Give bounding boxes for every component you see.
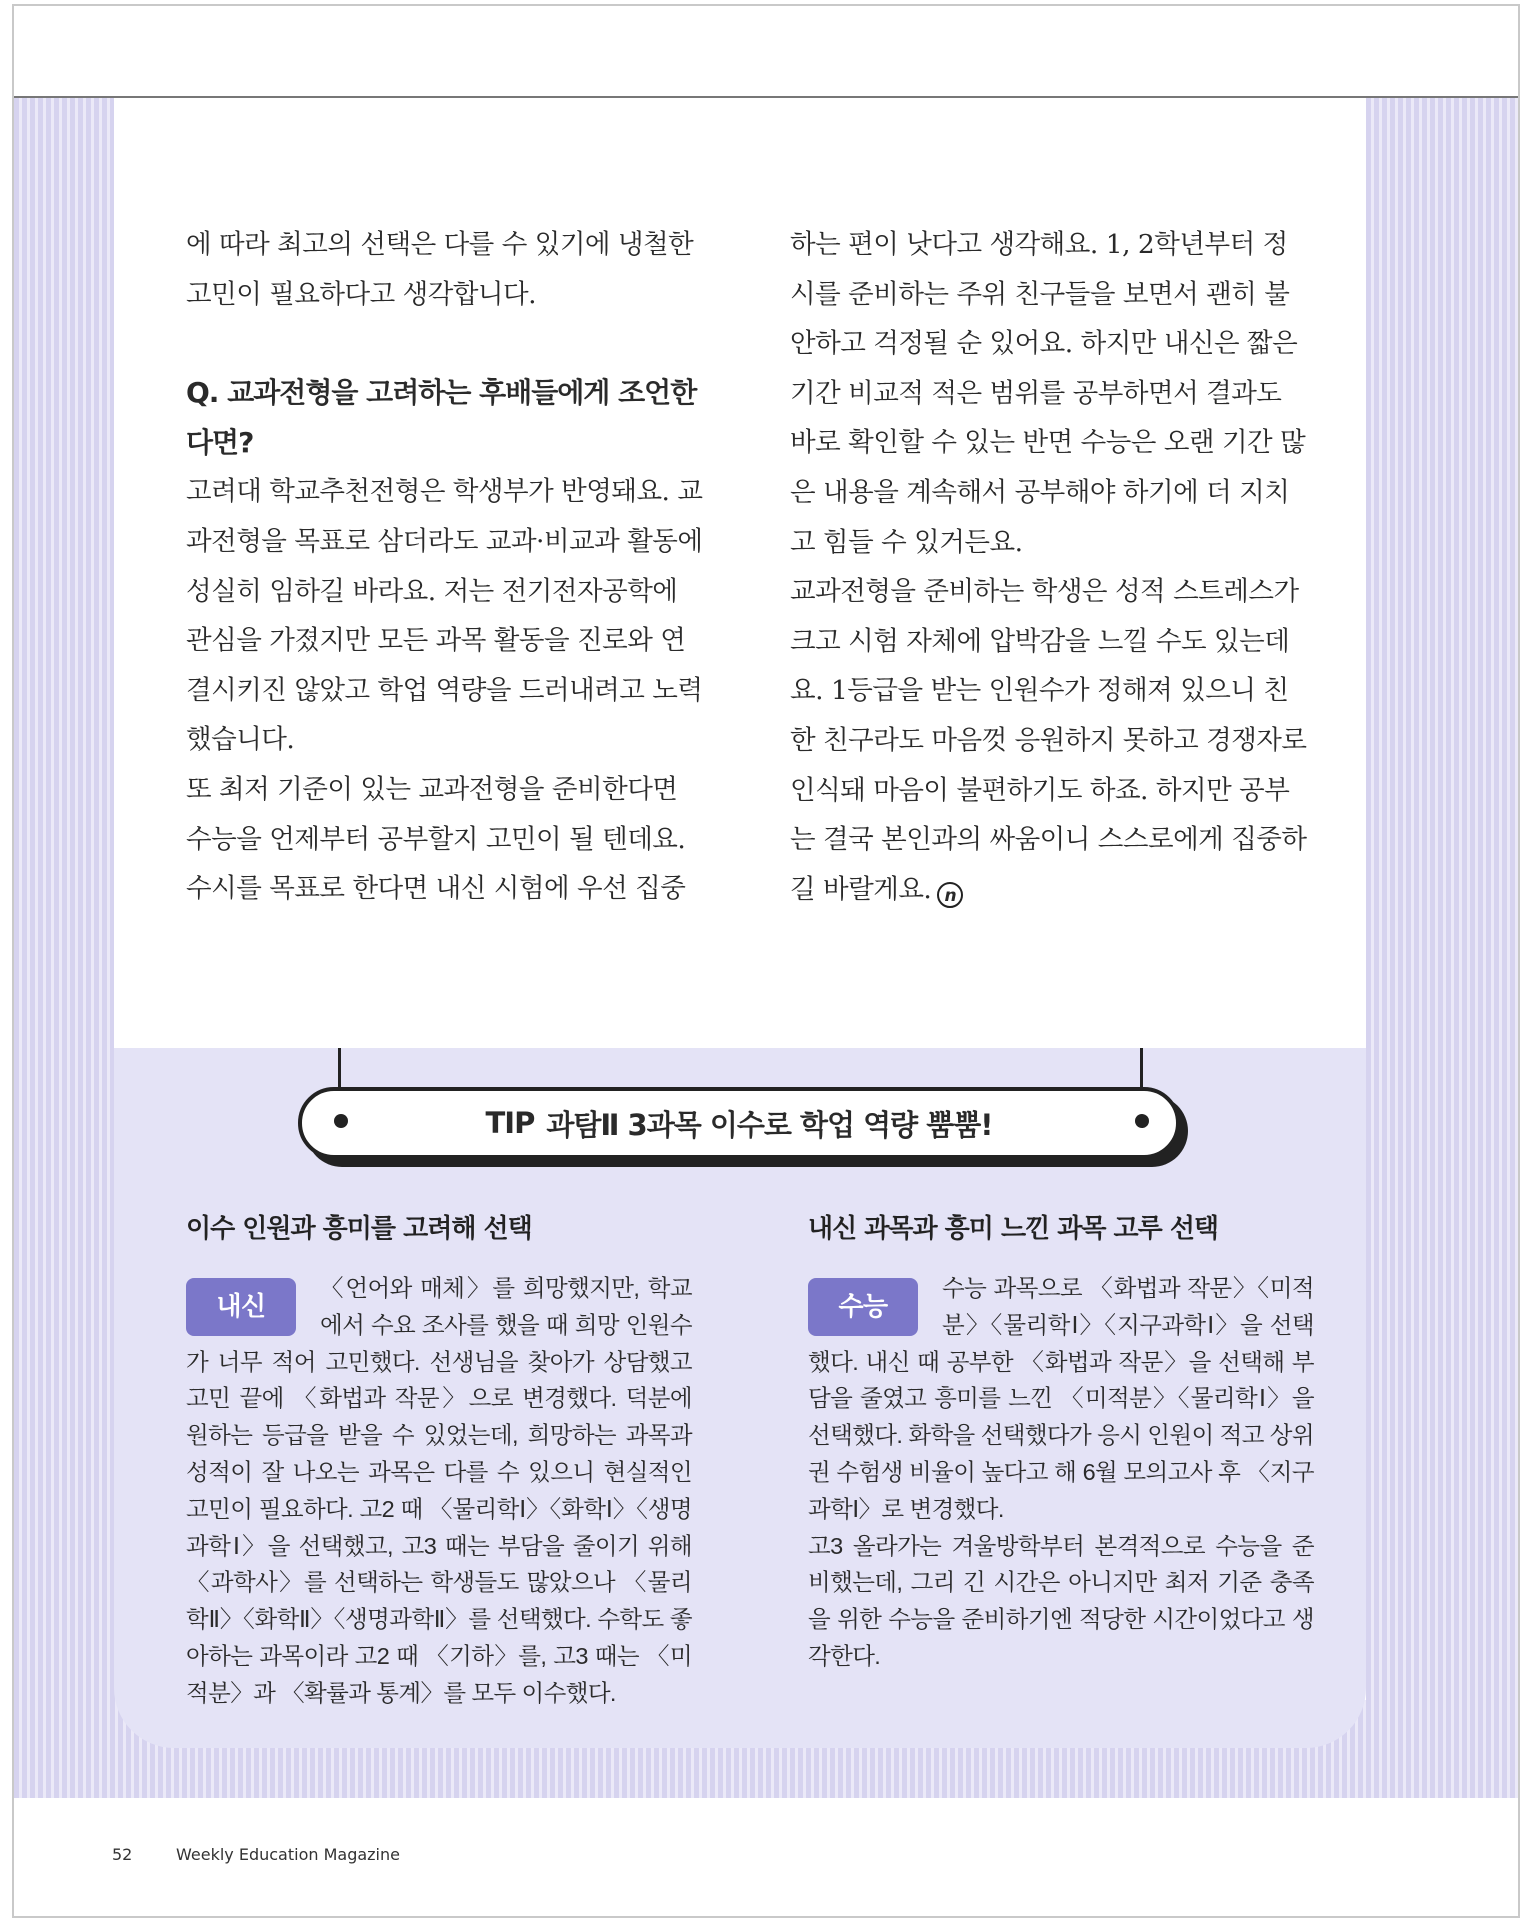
tip-left-body: 〈언어와 매체〉를 희망했지만, 학교에서 수요 조사를 했을 때 희망 인원수가 너무 적어 고민했다. 선생님을 찾아가 상담했고 고민 끝에 〈화법과 작문〉으로 변경했다. 덕분에 원하는 등급을 받을 수 있었는데, 희망하는 과목과 성적이 잘 나오는 과목은 다를 수 있으니 현실적인 고민이 필요하다. 고2 때 〈물리학Ⅰ〉〈화학Ⅰ〉〈생명과학Ⅰ〉을 선택했고, 고3 때는 부담을 줄이기 위해 〈과학사〉를 선택하는 학생들도 많았으나 〈물리학Ⅱ〉〈화학Ⅱ〉〈생명과학Ⅱ〉를 선택했다. 수학도 좋아하는 과목이라 고2 때 〈기하〉를, 고3 때는 〈미적분〉과 〈확률과 통계〉를 모두 이수했다.	[186, 1275, 692, 1706]
article-left-column	[186, 220, 706, 914]
tip-right-text	[808, 1270, 1314, 1675]
tip-banner	[298, 1087, 1180, 1159]
tip-left-heading: 이수 인원과 흥미를 고려해 선택	[186, 1214, 532, 1244]
question-heading: Q. 교과전형을 고려하는 후배들에게 조언한다면?	[186, 376, 697, 459]
tip-right-heading: 내신 과목과 흥미 느낀 과목 고루 선택	[808, 1214, 1219, 1244]
article-paragraph: 또 최저 기준이 있는 교과전형을 준비한다면 수능을 언제부터 공부할지 고민이 될 텐데요. 수시를 목표로 한다면 내신 시험에 우선 집중	[186, 773, 686, 905]
tip-label: TIP	[485, 1106, 535, 1140]
left-stripe-border	[14, 98, 116, 1798]
magazine-name: Weekly Education Magazine	[176, 1845, 400, 1864]
article-paragraph: 고려대 학교추천전형은 학생부가 반영돼요. 교과전형을 목표로 삼더라도 교과·비교과 활동에 성실히 임하길 바라요. 저는 전기전자공학에 관심을 가졌지만 모든 과목 활동을 진로와 연결시키진 않았고 학업 역량을 드러내려고 노력했습니다.	[186, 476, 703, 756]
tip-dot-right	[1135, 1114, 1149, 1128]
page-number: 52	[112, 1845, 133, 1864]
badge-suneung: 수능	[808, 1278, 918, 1336]
article-paragraph: 하는 편이 낫다고 생각해요. 1, 2학년부터 정시를 준비하는 주위 친구들을 보면서 괜히 불안하고 걱정될 순 있어요. 하지만 내신은 짧은 기간 비교적 적은 범위를 공부하면서 결과도 바로 확인할 수 있는 반면 수능은 오랜 기간 많은 내용을 계속해서 공부해야 하기에 더 지치고 힘들 수 있거든요.	[790, 229, 1306, 558]
tip-title: 과탐Ⅱ 3과목 이수로 학업 역량 뿜뿜!	[546, 1107, 993, 1142]
right-stripe-border	[1366, 98, 1518, 1798]
tip-right-body: 수능 과목으로 〈화법과 작문〉〈미적분〉〈물리학Ⅰ〉〈지구과학Ⅰ〉을 선택했다. 내신 때 공부한 〈화법과 작문〉을 선택해 부담을 줄였고 흥미를 느낀 〈미적분〉〈물리학Ⅰ〉을 선택했다. 화학을 선택했다가 응시 인원이 적고 상위권 수험생 비율이 높다고 해 6월 모의고사 후 〈지구과학Ⅰ〉로 변경했다.	[808, 1275, 1314, 1522]
tip-right-body-2: 고3 올라가는 겨울방학부터 본격적으로 수능을 준비했는데, 그리 긴 시간은 아니지만 최저 기준 충족을 위한 수능을 준비하기엔 적당한 시간이었다고 생각한다.	[808, 1532, 1314, 1669]
badge-naesin: 내신	[186, 1278, 296, 1336]
article-right-column	[790, 220, 1310, 914]
tip-dot-left	[334, 1114, 348, 1128]
article-paragraph	[790, 567, 1310, 914]
article-paragraph-text: 교과전형을 준비하는 학생은 성적 스트레스가 크고 시험 자체에 압박감을 느낄 수도 있는데요. 1등급을 받는 인원수가 정해져 있으니 친한 친구라도 마음껏 응원하지 못하고 경쟁자로 인식돼 마음이 불편하기도 하죠. 하지만 공부는 결국 본인과의 싸움이니 스스로에게 집중하길 바랄게요.	[790, 576, 1307, 905]
tip-left-text	[186, 1270, 692, 1712]
article-paragraph: 에 따라 최고의 선택은 다를 수 있기에 냉철한 고민이 필요하다고 생각합니다.	[186, 229, 694, 310]
end-mark-icon: n	[937, 882, 963, 908]
